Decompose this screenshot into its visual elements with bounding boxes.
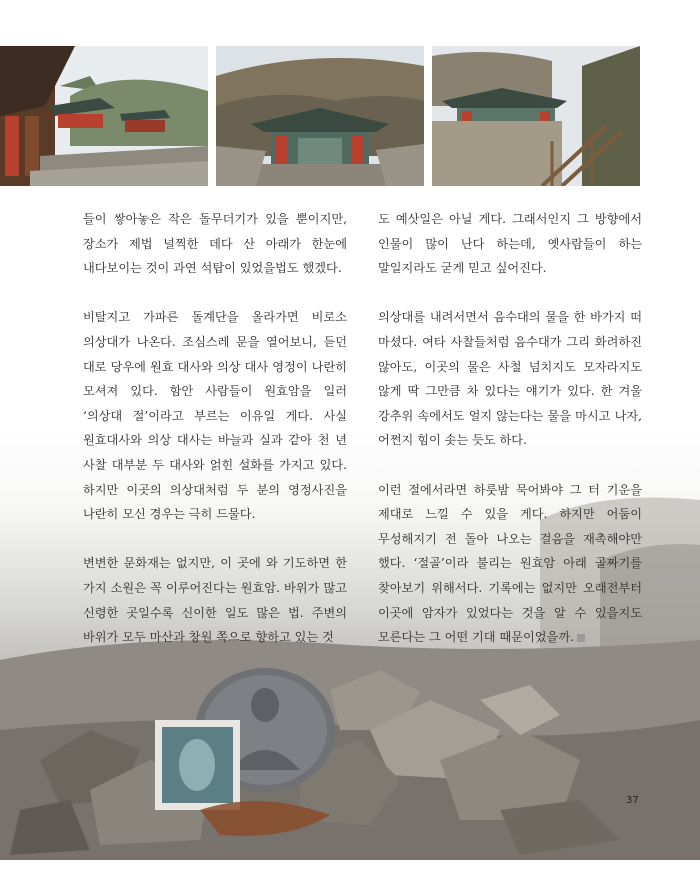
page-number: 37 xyxy=(626,795,639,806)
paragraph xyxy=(378,478,642,650)
paragraph: 변변한 문화재는 없지만, 이 곳에 와 기도하면 한 가지 소원은 꼭 이루어진다는 원효암. 바위가 많고 신령한 곳일수록 신이한 일도 많은 법. 주변의 바위가 모두 마산과 창원 쪽으로 향하고 있는 것 xyxy=(83,556,347,645)
buddha-picture-frame xyxy=(155,720,240,810)
article-left-column xyxy=(83,207,347,674)
paragraph: 의상대를 내려서면서 음수대의 물을 한 바가지 떠 마셨다. 여타 사찰들처럼 음수대가 그리 화려하진 않아도, 이곳의 물은 사철 넘치지도 모자라지도 않게 딱 그만큼 차 있다는 얘기가 있다. 한 겨울 강추위 속에서도 얼지 않는다는 물을 마시고 나자, 어쩐지 힘이 솟는 듯도 하다. xyxy=(378,310,642,448)
paragraph-text: 이런 절에서라면 하룻밤 묵어봐야 그 터 기운을 제대로 느낄 수 있을 게다. 하지만 어둠이 무성해지기 전 돌아 나오는 걸음을 재촉해야만 했다. ‘절골’이라 불리는 원효암 아래 골짜기를 찾아보기 위해서다. 기록에는 없지만 오래전부터 이곳에 암자가 있었다는 것을 알 수 있을지도 모른다는 그 어떤 기대 때문이었을까. xyxy=(378,482,642,645)
temple-hall-right-photo xyxy=(432,46,640,186)
paragraph: 도 예삿일은 아닐 게다. 그래서인지 그 방향에서 인물이 많이 난다 하는데, 옛사람들이 하는 말일지라도 굳게 믿고 싶어진다. xyxy=(378,212,642,276)
temple-gate-center-photo xyxy=(216,46,424,186)
paragraph: 비탈지고 가파른 돌계단을 올라가면 비로소 의상대가 나온다. 조심스레 문을 열어보니, 듣던 대로 당우에 원효 대사와 의상 대사 영정이 나란히 모셔져 있다. 함안 사람들이 원효암을 일러 ‘의상대 절’이라고 부르는 이유일 게다. 사실 원효대사와 의상 대사는 바늘과 실과 같아 천 년 사찰 대부분 두 대사와 얽힌 설화를 가지고 있다. 하지만 이곳의 의상대처럼 두 분의 영정사진을 나란히 모신 경우는 극히 드물다. xyxy=(83,310,347,522)
temple-building-left-photo xyxy=(0,46,208,186)
paragraph: 들이 쌓아놓은 작은 돌무더기가 있을 뿐이지만, 장소가 제법 널찍한 데다 산 아래가 한눈에 내다보이는 것이 과연 석탑이 있었을법도 했겠다. xyxy=(83,212,347,276)
end-of-article-mark xyxy=(577,634,585,642)
article-right-column xyxy=(378,207,642,674)
